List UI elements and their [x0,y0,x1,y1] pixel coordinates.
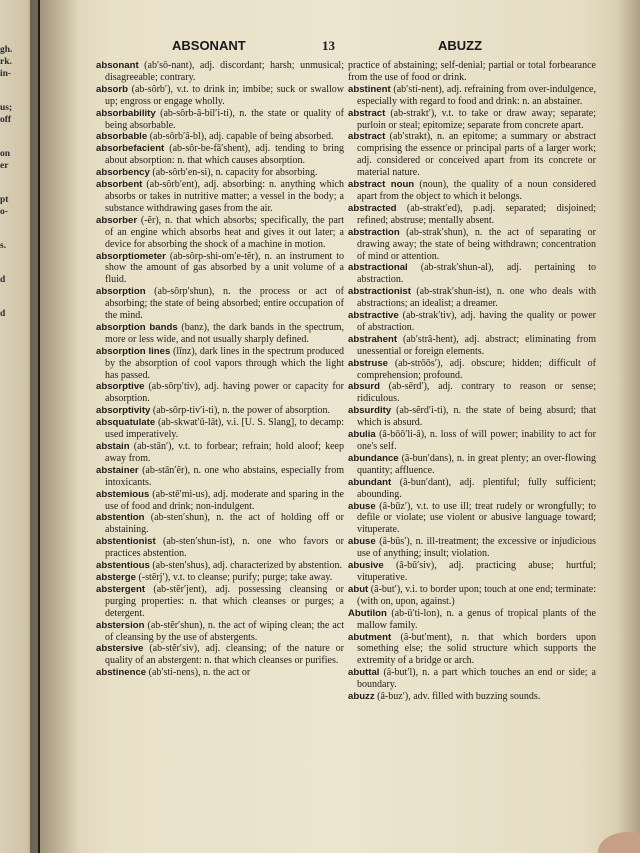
entry-headword: abstract noun [348,179,415,191]
entry-definition: (ab-stān′), v.t. to forbear; refrain; hold aloof; keep away from. [105,441,344,464]
entry-headword: abuse [348,536,376,548]
header-first-word: ABSONANT [172,38,246,53]
dictionary-entry [96,286,344,322]
entry-headword: abstrahent [348,333,398,345]
dictionary-entry [96,143,344,167]
dictionary-entry [96,667,344,679]
previous-page-fragment: on [0,149,11,159]
dictionary-entry [96,560,344,572]
entry-headword: abstract [348,107,386,119]
dictionary-entry [96,346,344,382]
entry-definition: (ab-sôrb′ent), adj. absorbing: n. anything which absorbs or takes in nutritive matter; a vessel in the body; a substance withdrawing gases from the air. [105,179,344,214]
dictionary-entry [348,60,596,84]
dictionary-entry [348,608,596,632]
dictionary-entry [96,620,344,644]
dictionary-entry [96,251,344,287]
dictionary-entry [348,84,596,108]
left-column [96,60,344,679]
dictionary-entry [348,131,596,179]
entry-definition: (â-būz′), v.t. to use ill; treat rudely or wrongfully; to defile or violate; use violent or abusive language toward; vituperate. [357,500,596,536]
dictionary-entry [348,108,596,132]
dictionary-entry [348,358,596,382]
entry-definition: (ab-ū′ti-lon), n. a genus of tropical plants of the mallow family. [357,607,596,631]
entry-definition: (ab-strakt′ed), p.adj. separated; disjoined; refined; abstruse; mentally absent. [357,202,596,226]
dictionary-entry [348,632,596,668]
dictionary-entry [348,405,596,429]
dictionary-entry [348,381,596,405]
entry-headword: absorbability [96,107,156,119]
entry-headword: abstemious [96,488,150,500]
entry-headword: absorptive [96,381,145,393]
dictionary-entry [96,465,344,489]
entry-headword: abstinent [348,83,391,95]
previous-page-fragment: off [0,115,12,125]
dictionary-entry [348,227,596,263]
entry-definition: (ab-strak′tiv), adj. having the quality or power of abstraction. [357,310,596,333]
dictionary-entry [348,262,596,286]
entry-headword: absorption bands [96,321,178,333]
entry-definition: (ab-sẽrd′), adj. contrary to reason or sense; ridiculous. [357,381,596,405]
entry-definition: (ab-sôrp′shun), n. the process or act of absorbing; the state of being absorbed; entire occupation of the mind. [105,286,344,322]
entry-definition: (ab-skwat′ū-lāt), v.i. [U. S. Slang], to decamp: used imperatively. [105,417,344,441]
dictionary-entry [348,691,596,703]
entry-definition: (ab-sôrb′), v.t. to drink in; imbibe; suck or swallow up; engross or engage wholly. [105,83,344,107]
entry-headword: abstruse [348,357,388,369]
entry-definition: practice of abstaining; self-denial; partial or total forbearance from the use of food or drink. [348,60,596,83]
entry-headword: abstraction [348,226,400,238]
entry-headword: absorptiometer [96,250,166,262]
previous-page-fragment: in- [0,69,12,79]
entry-definition: (ab-sôrp-shi-om′e-tẽr), n. an instrument to show the amount of gas absorbed by a unit volume of a fluid. [105,250,344,286]
entry-definition: (ab-sẽrd′i-ti), n. the state of being absurd; that which is absurd. [357,405,596,429]
entry-definition: (â-būs′), n. ill-treatment; the excessive or injudicious use of anything; insult; violation. [357,536,596,560]
previous-page-fragment: d [0,275,6,285]
entry-definition: (â-but′), v.i. to border upon; touch at one end; terminate: (with on, upon, against.) [357,583,596,607]
entry-headword: abstention [96,512,145,524]
entry-headword: abulia [348,429,376,441]
dictionary-entry [348,584,596,608]
entry-definition: (ab′sō-nant), adj. discordant; harsh; unmusical; disagreeable; contrary. [105,60,344,83]
entry-headword: Abutilon [348,607,387,619]
entry-headword: abusive [348,560,384,572]
entry-headword: absorptivity [96,405,151,417]
entry-headword: absorbency [96,167,150,179]
dictionary-entry [96,215,344,251]
dictionary-entry [96,179,344,215]
entry-definition: (ab′sti-nens), n. the act or [146,667,251,679]
dictionary-entry [96,167,344,179]
dictionary-page [40,0,640,853]
dictionary-entry [348,477,596,501]
previous-page-fragment: pt [0,195,9,205]
entry-headword: abstersive [96,643,144,655]
entry-definition: (līnz), dark lines in the spectrum produced by the absorption of cool vapors through which the light has passed. [105,345,344,381]
entry-definition: (-stẽrj′), v.t. to cleanse; purify; purge; take away. [136,571,333,583]
entry-definition: (banz), the dark bands in the spectrum, more or less wide, and not usually sharply defined. [105,321,344,345]
entry-headword: absterge [96,571,136,583]
entry-definition: (ab-strōōs′), adj. obscure; hidden; difficult of comprehension; profound. [357,357,596,381]
entry-headword: abstractional [348,262,408,274]
entry-definition: (ab-sten′shun-ist), n. one who favors or practices abstention. [105,536,344,560]
entry-headword: abstergent [96,583,146,595]
dictionary-entry [96,131,344,143]
dictionary-entry [96,108,344,132]
dictionary-entry [96,512,344,536]
entry-headword: abundance [348,452,399,464]
entry-headword: absurdity [348,405,392,417]
entry-headword: abstractionist [348,286,411,298]
entry-definition: (-ẽr), n. that which absorbs; specifically, the part of an engine which absorbs heat and gives it out later; a device for absorbing the shock of a machine in motion. [105,214,344,250]
previous-page-fragment: gh. [0,45,13,55]
entry-definition: (ab-stān′ẽr), n. one who abstains, especially from intoxicants. [105,464,344,488]
page-number: 13 [322,38,335,53]
entry-headword: absorb [96,83,128,95]
dictionary-entry [96,60,344,84]
dictionary-entry [348,334,596,358]
entry-headword: abstainer [96,464,139,476]
entry-definition: (â-but′l), n. a part which touches an end or side; a boundary. [357,667,596,691]
dictionary-entry [348,310,596,334]
entry-headword: abundant [348,476,392,488]
entry-definition: (ab-strak′shun-ist), n. one who deals with abstractions; an idealist; a dreamer. [357,286,596,310]
page-edge-shadow [618,0,640,853]
entry-headword: abstentionist [96,536,156,548]
entry-headword: abstersion [96,619,145,631]
entry-definition: (ab-strak′shun-al), adj. pertaining to abstraction. [357,262,596,286]
dictionary-entry [96,405,344,417]
entry-headword: absorption [96,286,146,298]
entry-headword: abut [348,583,369,595]
entry-headword: abuzz [348,691,375,703]
entry-definition: (ab-sôrb-â-bil′i-ti), n. the state or quality of being absorbable. [105,107,344,131]
page-curve-shadow [40,0,80,853]
dictionary-entry [96,643,344,667]
entry-definition: (ab-sten′shus), adj. characterized by abstention. [149,560,342,572]
entry-headword: absorbable [96,131,148,143]
entry-headword: absorber [96,214,138,226]
dictionary-entry [96,441,344,465]
entry-definition: (ab-strak′shun), n. the act of separating or drawing away; the state of being withdrawn; concentration of mind or attention. [357,226,596,262]
entry-definition: (ab-sôrb′â-bl), adj. capable of being absorbed. [147,131,334,143]
previous-page-fragment: s. [0,241,7,251]
entry-definition: (noun), the quality of a noun considered apart from the object to which it belongs. [357,179,597,202]
entry-definition: (ab-sôrp′tiv), adj. having power or capacity for absorption. [105,381,344,405]
entry-definition: (â-bun′dant), adj. plentiful; fully sufficient; abounding. [357,476,596,500]
dictionary-entry [96,572,344,584]
previous-page-fragment: rk. [0,57,12,67]
entry-headword: abstinence [96,667,147,679]
running-header [40,38,640,54]
entry-headword: absquatulate [96,417,156,429]
dictionary-entry [348,179,596,203]
entry-definition: (ab′strakt), n. an epitome; a summary or abstract comprising the essence or principal parts of a larger work; adj. considered or conceived apart from its concrete or material nature. [357,131,596,179]
dictionary-entry [96,417,344,441]
entry-definition: (â-bū′siv), adj. practicing abuse; hurtful; vituperative. [357,560,596,583]
entry-definition: (ab-stẽr′siv), adj. cleansing; of the nature or quality of an abstergent: n. that which cleanses or purifies. [105,643,344,667]
entry-definition: (â-bun′dans), n. in great plenty; an over-flowing quantity; affluence. [357,452,596,476]
entry-definition: (â-bōō′li-â), n. loss of will power; inability to act for one's self. [357,429,596,452]
entry-definition: (ab-sôr-be-fā′shent), adj. tending to bring about absorption: n. that which causes absorption. [105,143,344,167]
dictionary-entry [348,203,596,227]
entry-definition: (â-buz′), adv. filled with buzzing sounds. [374,691,541,703]
header-last-word: ABUZZ [438,38,483,53]
dictionary-entry [348,286,596,310]
dictionary-entry [96,489,344,513]
previous-page-fragment: d [0,309,6,319]
dictionary-entry [96,322,344,346]
previous-page-fragment: o- [0,207,8,217]
entry-headword: abuse [348,500,376,512]
previous-page-fragment: er [0,161,9,171]
dictionary-entry [348,429,596,453]
previous-page-fragment: us; [0,103,13,113]
entry-definition: (ab-sôrb′en-si), n. capacity for absorbing. [149,167,318,179]
entry-headword: abstract [348,131,386,143]
entry-headword: absonant [96,60,139,71]
entry-definition: (ab-stẽr′jent), adj. possessing cleansing or purging properties: n. that which cleanses or purges; a detergent. [105,583,344,619]
entry-definition: (ab′strâ-hent), adj. abstract; eliminating from unessential or foreign elements. [357,333,596,357]
entry-headword: absurd [348,381,380,393]
entry-definition: (ab-sten′shun), n. the act of holding off or abstaining. [105,512,344,536]
entry-headword: abuttal [348,667,380,679]
entry-headword: absorbent [96,179,143,191]
dictionary-entry [348,501,596,537]
entry-headword: abutment [348,631,392,643]
dictionary-entry [96,584,344,620]
entry-headword: abstain [96,441,130,452]
dictionary-entry [96,381,344,405]
entry-headword: absorbefacient [96,143,165,155]
entry-headword: abstracted [348,202,397,214]
entry-headword: absorption lines [96,345,171,357]
entry-headword: abstentious [96,560,150,572]
entry-definition: (ab-stẽr′shun), n. the act of wiping clean; the act of cleansing by the use of abstergents. [105,619,344,643]
dictionary-entry [348,667,596,691]
entry-definition: (ab-sôrp-tiv′i-ti), n. the power of absorption. [150,405,331,417]
entry-definition: (ab-stē′mi-us), adj. moderate and sparing in the use of food and drink; non-indulgent. [105,488,344,512]
entry-headword: abstractive [348,310,399,322]
dictionary-entry [348,560,596,584]
dictionary-entry [348,453,596,477]
dictionary-entry [348,536,596,560]
dictionary-entry [96,84,344,108]
right-column [348,60,596,703]
entry-definition: (â-but′ment), n. that which borders upon something else; the solid structure which supports the extremity of a bridge or arch. [357,631,596,667]
entry-definition: (ab′sti-nent), adj. refraining from over-indulgence, especially with regard to food and drink: n. an abstainer. [357,83,596,107]
entry-definition: (ab-strakt′), v.t. to take or draw away; separate; purloin or steal; epitomize; separate from concrete apart. [357,107,596,131]
dictionary-entry [96,536,344,560]
